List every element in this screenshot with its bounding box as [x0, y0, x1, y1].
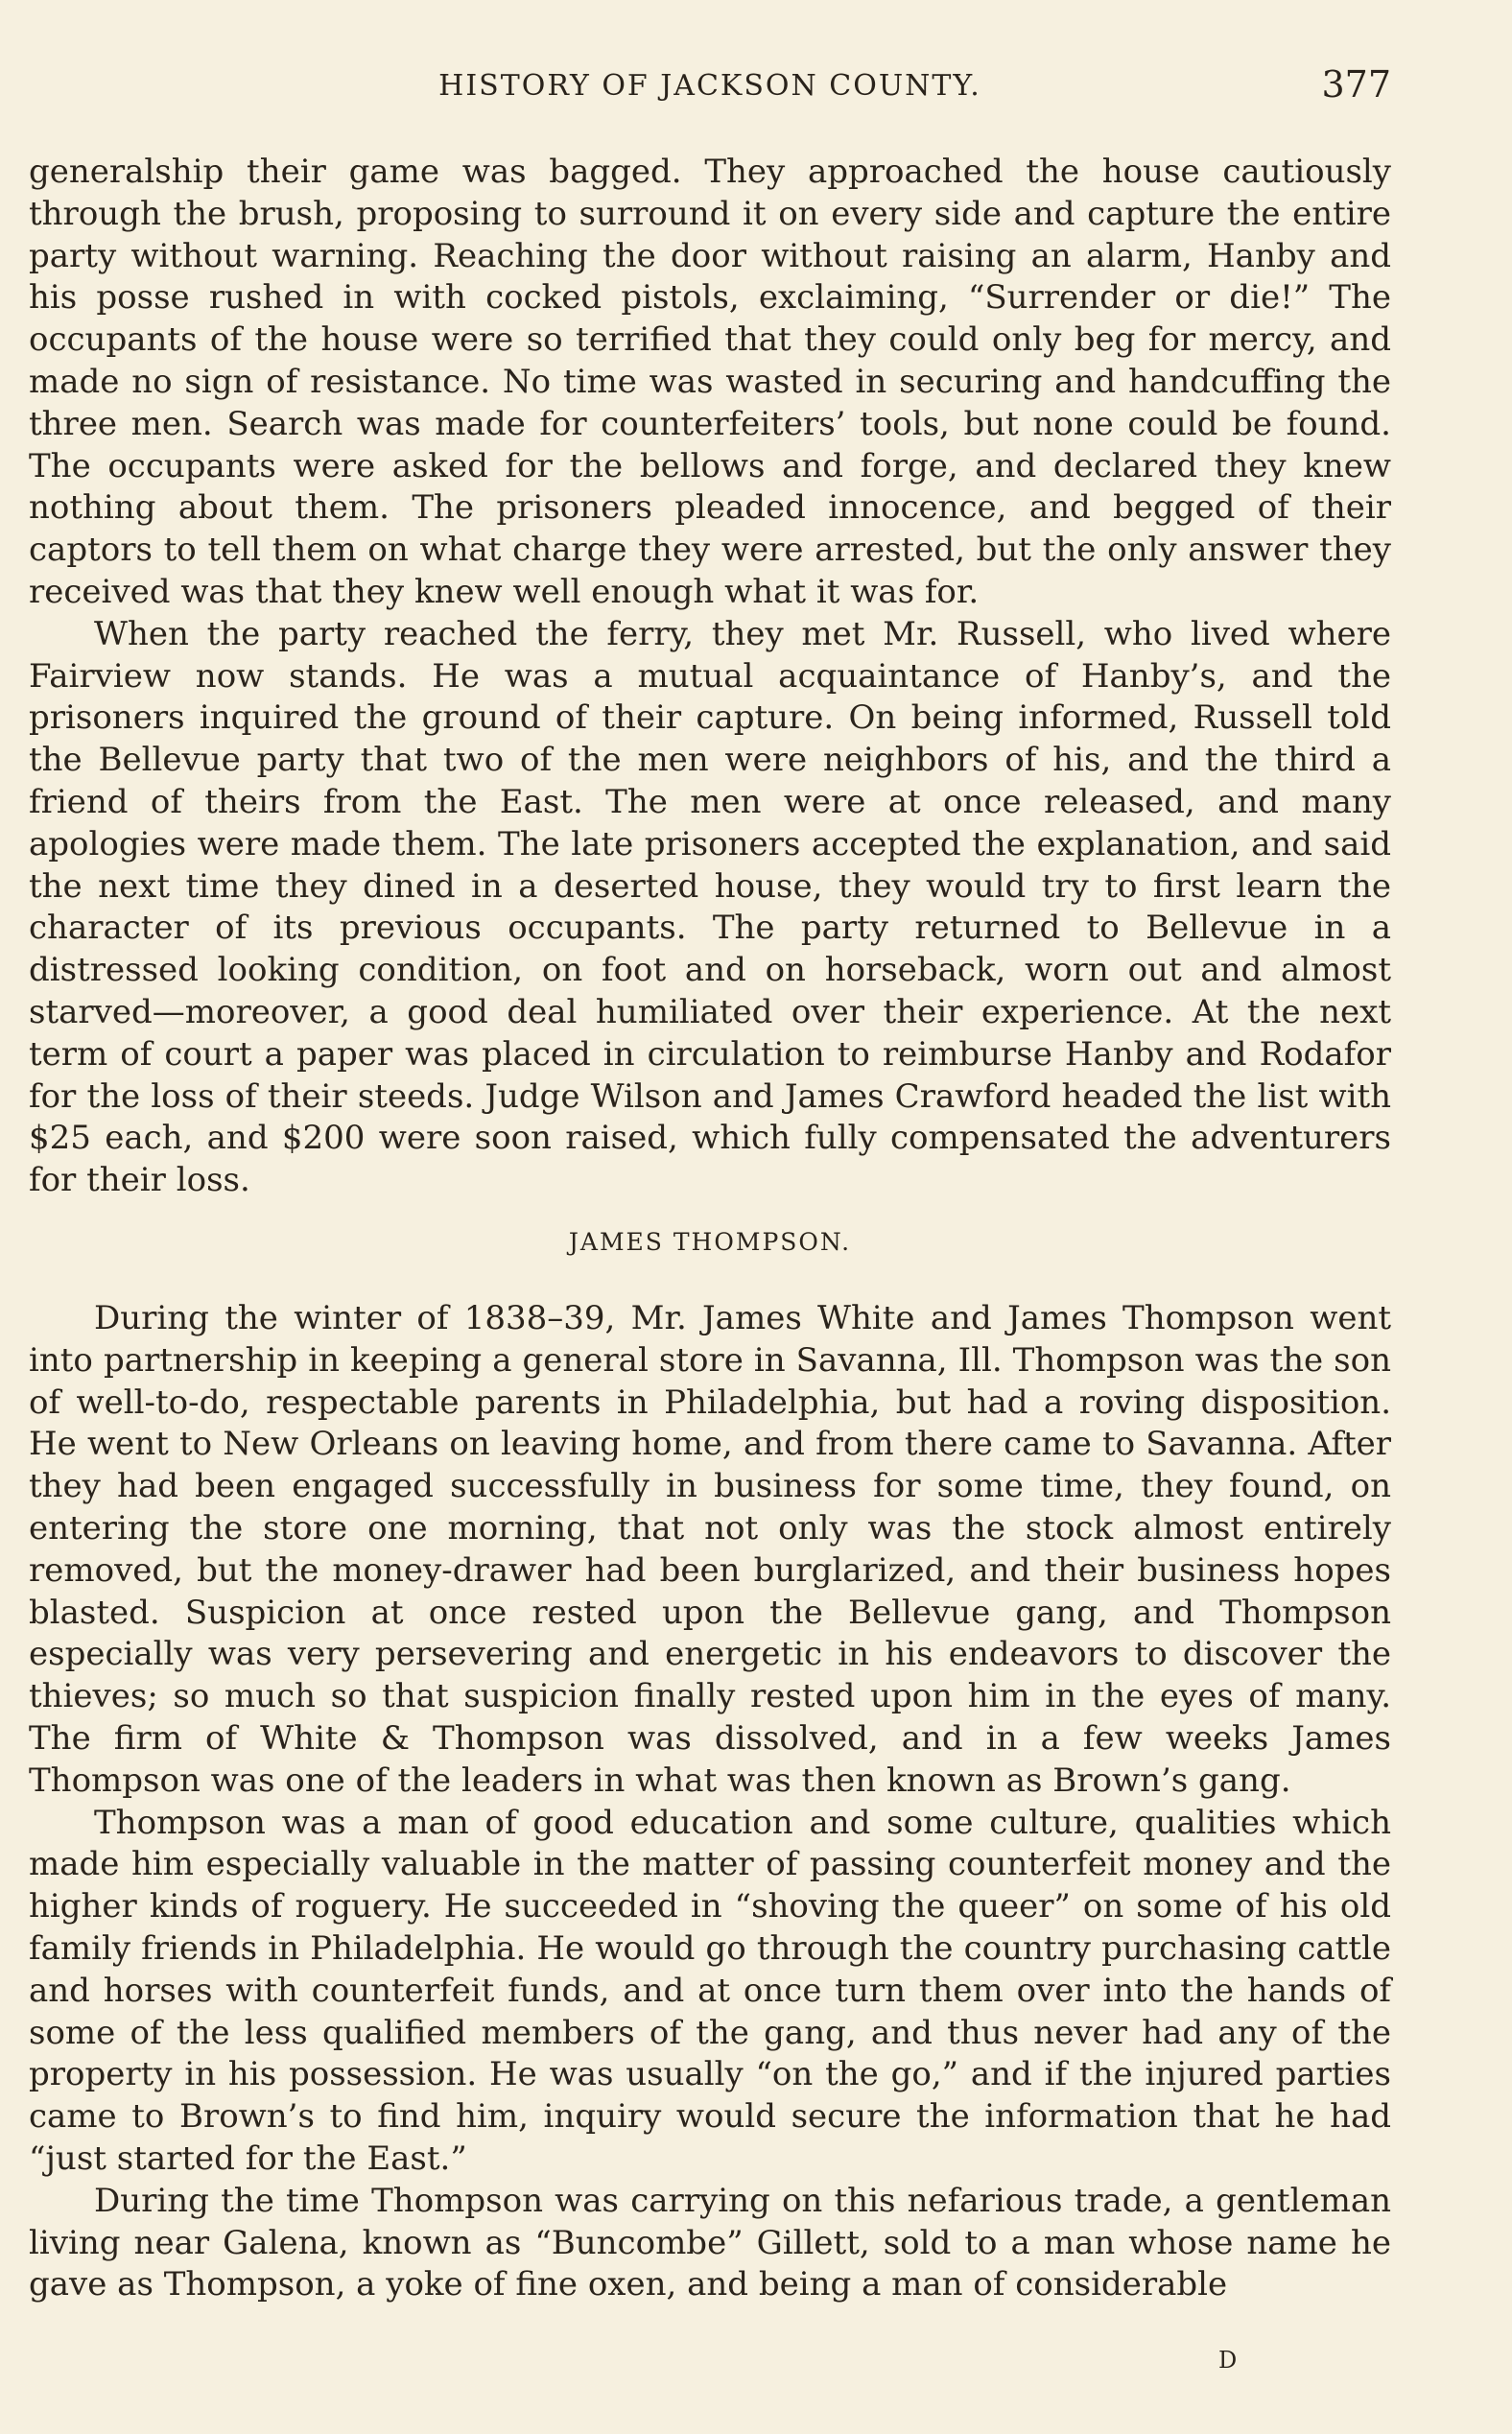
running-title: HISTORY OF JACKSON COUNTY. [438, 69, 981, 103]
body-text-upper [29, 152, 1391, 1202]
section-heading: JAMES THOMPSON. [568, 1228, 852, 1256]
paragraph: Thompson was a man of good education and some culture, qualities which made him especially valuable in the matter of passing counterfeit money and the higher kinds of roguery. He succeeded in “shoving the queer” on some of his old family friends in Philadelphia. He would go through the country purchasing cattle and horses with counterfeit funds, and at once turn them over into the hands of some of the less qualified members of the gang, and thus never had any of the property in his possession. He was usually “on the go,” and if the injured parties came to Brown’s to find him, inquiry would secure the information that he had “just started for the East.” [29, 1803, 1391, 2178]
paragraph: When the party reached the ferry, they met Mr. Russell, who lived where Fairview now stands. He was a mutual acquaintance of Hanby’s, and the prisoners inquired the ground of their capture. On being informed, Russell told the Bellevue party that two of the men were neighbors of his, and the third a friend of theirs from the East. The men were at once released, and many apologies were made them. The late prisoners accepted the explanation, and said the next time they dined in a deserted house, they would try to first learn the character of its previous occupants. The party returned to Bellevue in a distressed looking condition, on foot and on horseback, worn out and almost starved—moreover, a good deal humiliated over their experience. At the next term of court a paper was placed in circulation to reimburse Hanby and Rodafor for the loss of their steeds. Judge Wilson and James Crawford headed the list with $25 each, and $200 were soon raised, which fully compensated the adventurers for their loss. [29, 614, 1391, 1200]
paragraph: During the winter of 1838–39, Mr. James White and James Thompson went into partnership in keeping a general store in Savanna, Ill. Thompson was the son of well-to-do, respectable parents in Philadelphia, but had a roving disposition. He went to New Orleans on leaving home, and from there came to Savanna. After they had been engaged successfully in business for some time, they found, on entering the store one morning, that not only was the stock almost entirely removed, but the money-drawer had been burglarized, and their business hopes blasted. Suspicion at once rested upon the Bellevue gang, and Thompson especially was very persevering and energetic in his endeavors to discover the thieves; so much so that suspicion finally rested upon him in the eyes of many. The firm of White & Thompson was dissolved, and in a few weeks James Thompson was one of the leaders in what was then known as Brown’s gang. [29, 1299, 1391, 1800]
paragraph: During the time Thompson was carrying on this nefarious trade, a gentleman living near Galena, known as “Buncombe” Gillett, sold to a man whose name he gave as Thompson, a yoke of fine oxen, and being a man of considerable [29, 2181, 1391, 2304]
signature-mark: D [1218, 2347, 1238, 2374]
paragraph: generalship their game was bagged. They approached the house cautiously through the brush, proposing to surround it on every side and capture the entire party without warning. Reaching the door without raising an alarm, Hanby and his posse rushed in with cocked pistols, exclaiming, “Surrender or die!” The occupants of the house were so terrified that they could only beg for mercy, and made no sign of resistance. No time was wasted in securing and handcuffing the three men. Search was made for counterfeiters’ tools, but none could be found. The occupants were asked for the bellows and forge, and declared they knew nothing about them. The prisoners pleaded innocence, and begged of their captors to tell them on what charge they were arrested, but the only answer they received was that they knew well enough what it was for. [29, 153, 1391, 611]
running-head [29, 63, 1391, 117]
body-text-lower [29, 1298, 1391, 2306]
page-number: 377 [1321, 63, 1391, 106]
